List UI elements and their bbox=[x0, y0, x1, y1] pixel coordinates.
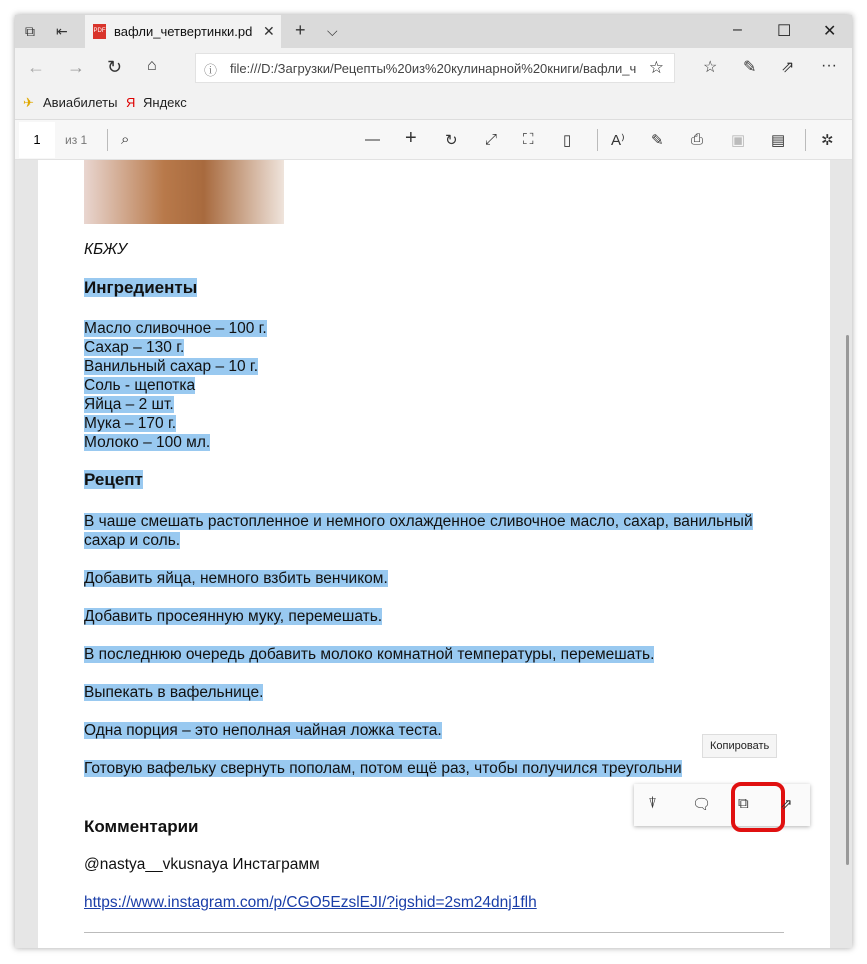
ingredients-heading: Ингредиенты bbox=[84, 278, 198, 297]
ingredient-item: Мука – 170 г. bbox=[84, 415, 177, 432]
ingredient-item: Масло сливочное – 100 г. bbox=[84, 320, 267, 337]
recipe-step: В чаше смешать растопленное и немного охлажденное сливочное масло, сахар, ванильный bbox=[84, 513, 753, 530]
share-selection-icon[interactable]: ⇗ bbox=[780, 796, 793, 813]
forward-icon[interactable]: → bbox=[67, 57, 85, 77]
more-icon[interactable]: ··· bbox=[821, 57, 837, 74]
copy-icon[interactable]: ⧉ bbox=[738, 795, 749, 812]
waffle-photo bbox=[84, 160, 284, 224]
selection-popup bbox=[634, 784, 810, 826]
save-icon[interactable]: ▣ bbox=[731, 132, 746, 149]
search-icon[interactable]: ⌕ bbox=[121, 131, 130, 148]
browser-window bbox=[15, 15, 852, 948]
favorite-aviabilety[interactable]: Авиабилеты bbox=[43, 95, 118, 110]
recipe-step: сахар и соль. bbox=[84, 532, 181, 549]
tab-title: вафли_четвертинки.pd bbox=[114, 24, 253, 39]
comment-icon[interactable]: 🗨 bbox=[692, 796, 712, 813]
toolbar-separator bbox=[805, 129, 806, 151]
pdf-page bbox=[38, 160, 830, 948]
read-aloud-icon[interactable]: A⁾ bbox=[611, 132, 625, 149]
page-number-input[interactable]: 1 bbox=[19, 122, 55, 158]
instagram-link[interactable]: https://www.instagram.com/p/CGO5EzslEJI/?igshid=2sm24dnj1flh bbox=[84, 894, 537, 911]
ingredient-item: Соль - щепотка bbox=[84, 377, 196, 394]
favorites-icon[interactable]: ☆ bbox=[703, 59, 718, 76]
rotate-icon[interactable]: ↻ bbox=[445, 132, 458, 149]
chevron-down-icon[interactable]: ⌵ bbox=[327, 23, 338, 39]
recipe-step: Добавить просеянную муку, перемешать. bbox=[84, 608, 383, 625]
kbju-label: КБЖУ bbox=[84, 241, 128, 258]
copy-tooltip: Копировать bbox=[702, 734, 777, 758]
url-text: file:///D:/Загрузки/Рецепты%20из%20кулинарной%20книги/вафли_ч bbox=[230, 61, 637, 76]
info-icon[interactable]: ⓘ bbox=[204, 63, 218, 78]
pin-toolbar-icon[interactable]: ✲ bbox=[821, 132, 834, 149]
highlight-icon[interactable]: ⍒ bbox=[648, 795, 658, 812]
close-tab-icon[interactable]: ✕ bbox=[263, 23, 275, 39]
page-count: из 1 bbox=[65, 133, 88, 147]
page-view-icon[interactable]: ▯ bbox=[563, 132, 572, 149]
address-bar[interactable] bbox=[195, 53, 675, 83]
zoom-out-icon[interactable]: — bbox=[365, 131, 380, 148]
address-row bbox=[15, 48, 852, 86]
ingredient-item: Ванильный сахар – 10 г. bbox=[84, 358, 258, 375]
new-tab-icon[interactable]: + bbox=[295, 20, 306, 40]
close-window-icon[interactable]: ✕ bbox=[823, 23, 837, 40]
comments-heading: Комментарии bbox=[84, 817, 199, 836]
recipe-heading: Рецепт bbox=[84, 470, 143, 489]
divider bbox=[84, 932, 784, 933]
maximize-icon[interactable]: ☐ bbox=[777, 23, 792, 40]
save-as-icon[interactable]: ▤ bbox=[771, 132, 786, 149]
fit-width-icon[interactable]: ⤢ bbox=[485, 131, 498, 148]
comment-text: @nastya__vkusnaya Инстаграмм bbox=[84, 856, 320, 873]
tab-groups-icon[interactable]: ⧉ bbox=[25, 23, 35, 39]
recipe-step: Одна порция – это неполная чайная ложка теста. bbox=[84, 722, 442, 739]
minimize-icon[interactable]: – bbox=[733, 21, 742, 38]
draw-icon[interactable]: ✎ bbox=[651, 132, 664, 149]
recipe-step: Готовую вафельку свернуть пополам, потом ещё раз, чтобы получился треугольни bbox=[84, 760, 682, 777]
set-aside-tabs-icon[interactable]: ⇤ bbox=[56, 23, 68, 39]
copy-highlight-box bbox=[731, 782, 785, 832]
refresh-icon[interactable]: ↻ bbox=[107, 57, 123, 77]
fit-page-icon[interactable]: ⛶ bbox=[523, 131, 534, 148]
back-icon[interactable]: ← bbox=[27, 57, 45, 77]
print-icon[interactable]: ⎙ bbox=[691, 131, 704, 148]
pdf-toolbar bbox=[15, 120, 852, 160]
toolbar-separator bbox=[107, 129, 108, 151]
ingredient-item: Сахар – 130 г. bbox=[84, 339, 185, 356]
recipe-step: В последнюю очередь добавить молоко комнатной температуры, перемешать. bbox=[84, 646, 655, 663]
notes-icon[interactable]: ✎ bbox=[743, 59, 757, 76]
yandex-icon: Я bbox=[126, 95, 136, 110]
share-icon[interactable]: ⇗ bbox=[781, 59, 795, 76]
zoom-in-icon[interactable]: + bbox=[405, 127, 417, 149]
toolbar-separator bbox=[597, 129, 598, 151]
recipe-step: Выпекать в вафельнице. bbox=[84, 684, 264, 701]
recipe-step: Добавить яйца, немного взбить венчиком. bbox=[84, 570, 388, 587]
pdf-viewport bbox=[15, 160, 852, 948]
favorite-yandex[interactable]: Яндекс bbox=[143, 95, 187, 110]
ingredient-item: Молоко – 100 мл. bbox=[84, 434, 211, 451]
home-icon[interactable]: ⌂ bbox=[147, 57, 157, 74]
ingredient-item: Яйца – 2 шт. bbox=[84, 396, 174, 413]
favorite-star-icon[interactable]: ☆ bbox=[645, 58, 664, 78]
scrollbar[interactable] bbox=[846, 335, 849, 865]
plane-icon: ✈ bbox=[23, 95, 34, 110]
favorites-bar bbox=[15, 86, 852, 120]
pdf-icon: PDF bbox=[93, 24, 106, 39]
tab-bar bbox=[15, 15, 852, 48]
